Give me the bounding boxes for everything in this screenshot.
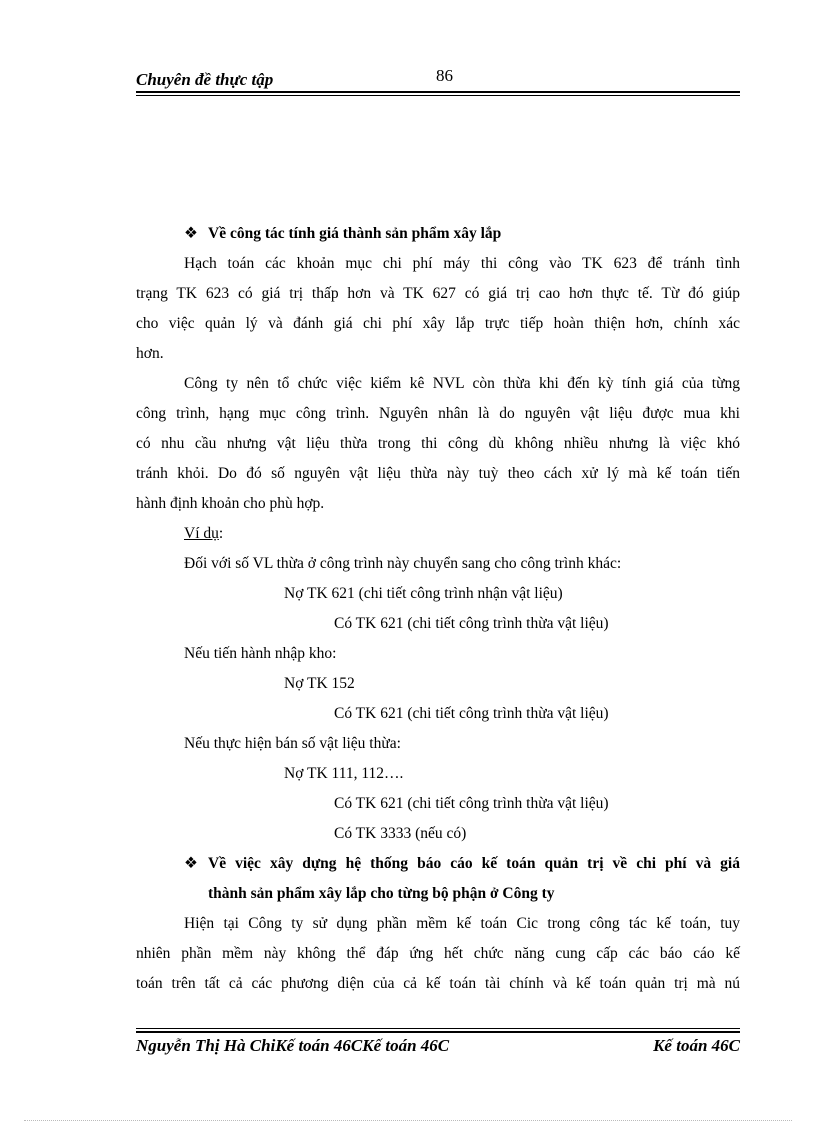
paragraph-line: Công ty nên tổ chức việc kiểm kê NVL còn thừa khi đến kỳ tính giá của từng	[184, 375, 740, 392]
diamond-bullet-icon: ❖	[184, 855, 198, 872]
paragraph-line: có nhu cầu nhưng vật liệu thừa trong thi công dù không nhiều nhưng là việc khó	[136, 435, 740, 452]
paragraph-line: Hiện tại Công ty sử dụng phần mềm kế toán Cic trong công tác kế toán, tuy	[184, 915, 740, 932]
section-heading-text: Về công tác tính giá thành sản phẩm xây lắp	[208, 225, 502, 242]
document-body	[136, 219, 740, 999]
section-heading-pricing	[136, 219, 740, 249]
entry-credit: Có TK 621 (chi tiết công trình thừa vật liệu)	[334, 705, 609, 722]
section-heading-continuation: thành sản phẩm xây lắp cho từng bộ phận ở Công ty	[208, 885, 555, 902]
header-rule-thick	[136, 91, 740, 93]
paragraph-line: cho việc quản lý và đánh giá chi phí xây lắp trực tiếp hoàn thiện hơn, chính xác	[136, 315, 740, 332]
paragraph-line: tránh khỏi. Do đó số nguyên vật liệu thừa này tuỳ theo cách xử lý mà kế toán tiến	[136, 465, 740, 482]
entry-debit: Nợ TK 111, 112….	[284, 765, 404, 782]
paragraph-line: toán trên tất cả các phương diện của cả kế toán tài chính và kế toán quản trị mà nú	[136, 975, 740, 992]
entry-debit: Nợ TK 621 (chi tiết công trình nhận vật liệu)	[284, 585, 563, 602]
entry-intro: Nếu tiến hành nhập kho:	[184, 645, 337, 662]
example-label-colon: :	[218, 525, 224, 542]
example-label	[136, 519, 740, 549]
page-header	[136, 66, 740, 92]
paragraph-line: hành định khoản cho phù hợp.	[136, 495, 325, 512]
paragraph-line: trạng TK 623 có giá trị thấp hơn và TK 627 có giá trị cao hơn thực tế. Từ đó giúp	[136, 285, 740, 302]
diamond-bullet-icon: ❖	[184, 225, 198, 242]
page-footer	[136, 1036, 740, 1062]
example-label-text: Ví dụ	[184, 525, 219, 542]
entry-credit: Có TK 621 (chi tiết công trình thừa vật liệu)	[334, 795, 609, 812]
section-heading-text: Về việc xây dựng hệ thống báo cáo kế toán quản trị về chi phí và giá	[208, 855, 740, 872]
entry-intro: Đối với số VL thừa ở công trình này chuyển sang cho công trình khác:	[184, 555, 622, 572]
paragraph-line: nhiên phần mềm này không thể đáp ứng hết chức năng cung cấp các báo cáo kế	[136, 945, 740, 962]
footer-class: Kế toán 46C	[653, 1036, 740, 1055]
page-edge-divider	[24, 1120, 792, 1121]
page-number: 86	[436, 66, 453, 85]
document-title: Chuyên đề thực tập	[136, 70, 274, 89]
footer-author: Nguyễn Thị Hà ChiKế toán 46CKế toán 46C	[136, 1036, 450, 1055]
entry-debit: Nợ TK 152	[284, 675, 355, 692]
paragraph-line: hơn.	[136, 345, 164, 362]
entry-credit: Có TK 3333 (nếu có)	[334, 825, 467, 842]
footer-rule-thick	[136, 1031, 740, 1033]
entry-credit: Có TK 621 (chi tiết công trình thừa vật liệu)	[334, 615, 609, 632]
paragraph-line: công trình, hạng mục công trình. Nguyên nhân là do nguyên vật liệu được mua khi	[136, 405, 740, 422]
entry-intro: Nếu thực hiện bán số vật liệu thừa:	[184, 735, 401, 752]
paragraph-line: Hạch toán các khoản mục chi phí máy thi công vào TK 623 để tránh tình	[184, 255, 740, 272]
footer-rule-thin	[136, 1028, 740, 1029]
section-heading-reporting	[136, 849, 740, 879]
header-rule-thin	[136, 95, 740, 96]
